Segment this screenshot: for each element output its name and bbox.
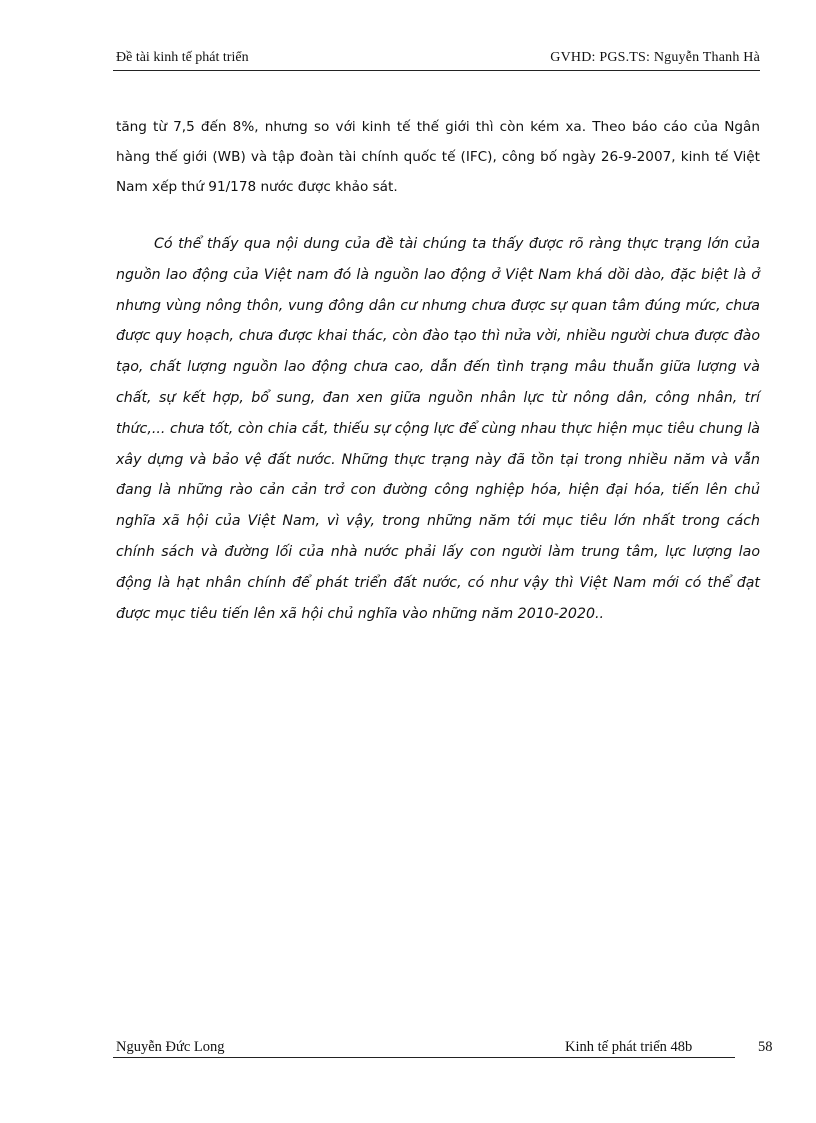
page-header — [113, 50, 760, 71]
footer-course: Kinh tế phát triển 48b — [565, 1039, 693, 1055]
page-number: 58 — [758, 1039, 773, 1055]
header-title: Đề tài kinh tế phát triển — [116, 50, 249, 65]
footer-author: Nguyễn Đức Long — [116, 1039, 225, 1055]
body-paragraph-italic: Có thể thấy qua nội dung của đề tài chúng ta thấy được rõ ràng thực trạng lớn của nguồn lao động của Việt nam đó là nguồn lao động ở Việt Nam khá dồi dào, đặc biệt là ở nhưng vùng nông thôn, vung đông dân cư nhưng chưa được sự quan tâm đúng mức, chưa được quy hoạch, chưa được khai thác, còn đào tạo thì nửa vời, nhiều người chưa được đào tạo, chất lượng nguồn lao động chưa cao, dẫn đến tình trạng mâu thuẫn giữa lượng và chất, sự kết hợp, bổ sung, đan xen giữa nguồn nhân lực từ nông dân, công nhân, trí thức,... chưa tốt, còn chia cắt, thiếu sự cộng lực để cùng nhau thực hiện mục tiêu chung là xây dựng và bảo vệ đất nước. Những thực trạng này đã tồn tại trong nhiều năm và vẫn đang là những rào cản cản trở con đường công nghiệp hóa, hiện đại hóa, tiến lên chủ nghĩa xã hội của Việt Nam, vì vậy, trong những năm tới mục tiêu lớn nhất trong cách chính sách và đường lối của nhà nước phải lấy con người làm trung tâm, lực lượng lao động là hạt nhân chính để phát triển đất nước, có như vậy thì Việt Nam mới có thể đạt được mục tiêu tiến lên xã hội chủ nghĩa vào những năm 2010-2020.. — [116, 236, 760, 622]
page-body — [116, 112, 760, 629]
footer-divider — [113, 1057, 735, 1058]
body-paragraph: tăng từ 7,5 đến 8%, nhưng so với kinh tế thế giới thì còn kém xa. Theo báo cáo của Ngân hàng thế giới (WB) và tập đoàn tài chính quốc tế (IFC), công bố ngày 26-9-2007, kinh tế Việt Nam xếp thứ 91/178 nước được khảo sát. — [116, 119, 760, 195]
header-supervisor: GVHD: PGS.TS: Nguyễn Thanh Hà — [550, 50, 760, 65]
page-footer — [113, 1039, 803, 1061]
